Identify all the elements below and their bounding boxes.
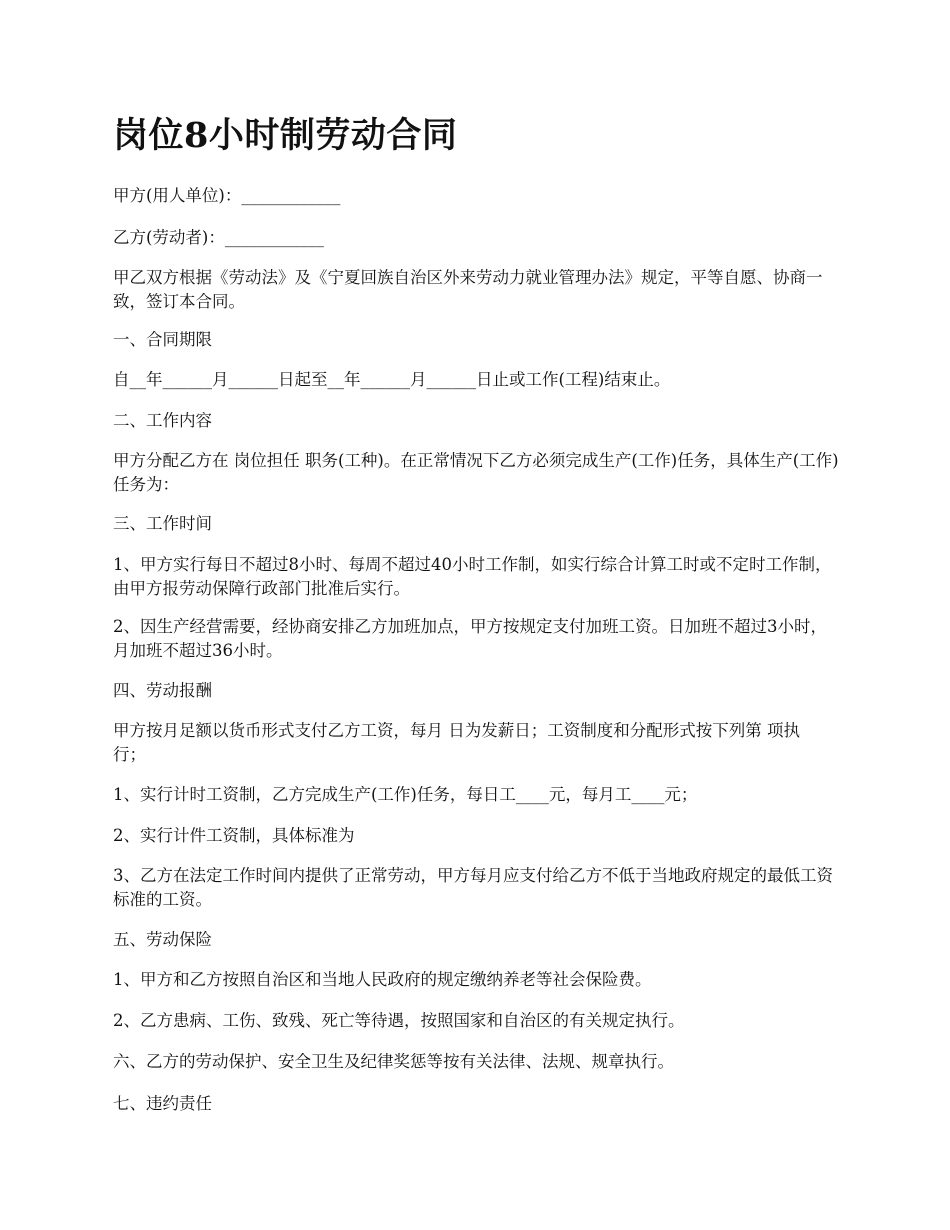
insurance-clause-2: 2、乙方患病、工伤、致残、死亡等待遇，按照国家和自治区的有关规定执行。 [113, 1011, 685, 1030]
section-heading-liability: 七、违约责任 [113, 1094, 212, 1113]
section-heading-term: 一、合同期限 [113, 330, 212, 349]
section-heading-insurance: 五、劳动保险 [113, 930, 212, 949]
section-heading-work-content: 二、工作内容 [113, 411, 212, 430]
work-hours-clause-1: 1、甲方实行每日不超过8小时、每周不超过40小时工作制，如实行综合计算工时或不定时工作制，由甲方报劳动保障行政部门批准后实行。 [113, 555, 832, 598]
compensation-clause-2: 2、实行计件工资制，具体标准为 [113, 826, 355, 845]
document-title: 岗位8小时制劳动合同 [113, 115, 458, 156]
work-content-paragraph: 甲方分配乙方在 岗位担任 职务(工种)。在正常情况下乙方必须完成生产(工作)任务，具体生产(工作)任务为： [113, 451, 839, 494]
party-b-line: 乙方(劳动者)：____________ [113, 228, 324, 247]
insurance-clause-1: 1、甲方和乙方按照自治区和当地人民政府的规定缴纳养老等社会保险费。 [113, 970, 652, 989]
preamble-paragraph: 甲乙双方根据《劳动法》及《宁夏回族自治区外来劳动力就业管理办法》规定，平等自愿、协商一致，签订本合同。 [113, 268, 823, 311]
section-heading-work-hours: 三、工作时间 [113, 514, 212, 533]
party-a-line: 甲方(用人单位)：____________ [113, 186, 341, 205]
compensation-paragraph: 甲方按月足额以货币形式支付乙方工资，每月 日为发薪日；工资制度和分配形式按下列第 项执行； [113, 721, 800, 764]
work-hours-clause-2: 2、因生产经营需要，经协商安排乙方加班加点，甲方按规定支付加班工资。日加班不超过3小时，月加班不超过36小时。 [113, 617, 827, 660]
contract-term-line: 自__年______月______日起至__年______月______日止或工作(工程)结束止。 [113, 370, 671, 389]
section-six-line: 六、乙方的劳动保护、安全卫生及纪律奖惩等按有关法律、法规、规章执行。 [113, 1052, 674, 1071]
compensation-clause-3: 3、乙方在法定工作时间内提供了正常劳动，甲方每月应支付给乙方不低于当地政府规定的最低工资标准的工资。 [113, 866, 833, 909]
compensation-clause-1: 1、实行计时工资制，乙方完成生产(工作)任务，每日工____元，每月工____元； [113, 785, 698, 804]
section-heading-compensation: 四、劳动报酬 [113, 681, 212, 700]
